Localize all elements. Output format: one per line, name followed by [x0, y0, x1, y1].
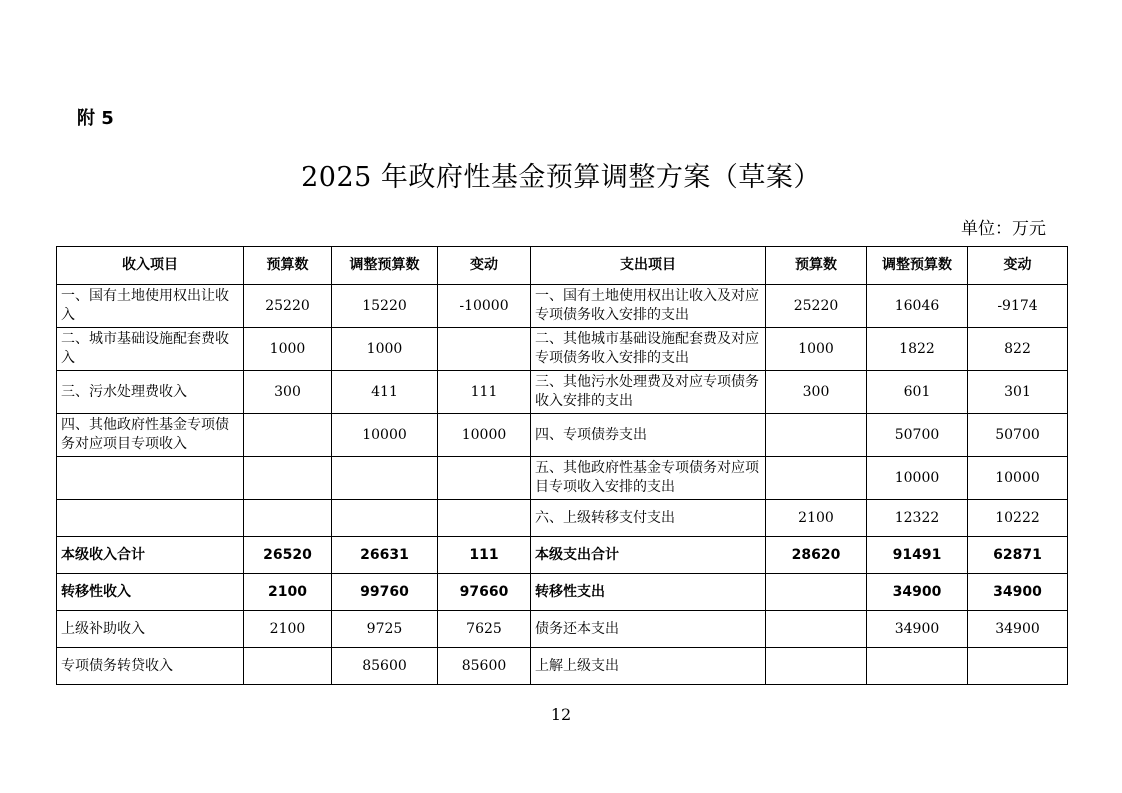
expense-budget-cell: 2100 [766, 500, 867, 537]
expense-budget-cell [766, 414, 867, 457]
expense-change-cell [968, 648, 1068, 685]
expense-item-cell: 转移性支出 [531, 574, 766, 611]
income-item-cell [57, 457, 244, 500]
header-income-budget: 预算数 [244, 247, 332, 285]
document-title: 2025 年政府性基金预算调整方案（草案） [301, 162, 821, 193]
expense-change-cell: 34900 [968, 611, 1068, 648]
header-expense-change: 变动 [968, 247, 1068, 285]
expense-item-cell: 一、国有土地使用权出让收入及对应专项债务收入安排的支出 [531, 285, 766, 328]
header-expense-budget: 预算数 [766, 247, 867, 285]
table-row [57, 414, 1068, 457]
table-row [57, 371, 1068, 414]
table-row [57, 285, 1068, 328]
expense-change-cell: 822 [968, 328, 1068, 371]
table-row [57, 537, 1068, 574]
income-change-cell [438, 328, 531, 371]
table-header-row [57, 247, 1068, 285]
income-item-cell: 本级收入合计 [57, 537, 244, 574]
income-budget-cell [244, 500, 332, 537]
expense-change-cell: 10000 [968, 457, 1068, 500]
expense-adjusted-cell: 50700 [867, 414, 968, 457]
income-item-cell: 上级补助收入 [57, 611, 244, 648]
expense-budget-cell [766, 648, 867, 685]
income-adjusted-cell: 15220 [332, 285, 438, 328]
income-item-cell: 一、国有土地使用权出让收入 [57, 285, 244, 328]
header-expense-adjusted: 调整预算数 [867, 247, 968, 285]
income-budget-cell [244, 648, 332, 685]
expense-item-cell: 五、其他政府性基金专项债务对应项目专项收入安排的支出 [531, 457, 766, 500]
expense-change-cell: -9174 [968, 285, 1068, 328]
expense-budget-cell: 1000 [766, 328, 867, 371]
budget-table [56, 246, 1068, 685]
income-adjusted-cell: 9725 [332, 611, 438, 648]
attachment-label: 附 5 [77, 108, 114, 129]
income-item-cell: 转移性收入 [57, 574, 244, 611]
expense-change-cell: 301 [968, 371, 1068, 414]
income-change-cell: 85600 [438, 648, 531, 685]
income-adjusted-cell: 99760 [332, 574, 438, 611]
income-adjusted-cell: 85600 [332, 648, 438, 685]
expense-adjusted-cell: 91491 [867, 537, 968, 574]
unit-label: 单位：万元 [961, 219, 1046, 239]
header-income-item: 收入项目 [57, 247, 244, 285]
income-item-cell [57, 500, 244, 537]
expense-item-cell: 四、专项债券支出 [531, 414, 766, 457]
header-income-change: 变动 [438, 247, 531, 285]
income-adjusted-cell [332, 457, 438, 500]
table-row [57, 611, 1068, 648]
income-change-cell: 97660 [438, 574, 531, 611]
income-change-cell: 111 [438, 371, 531, 414]
table-row [57, 500, 1068, 537]
expense-item-cell: 三、其他污水处理费及对应专项债务收入安排的支出 [531, 371, 766, 414]
income-change-cell: 10000 [438, 414, 531, 457]
income-adjusted-cell: 10000 [332, 414, 438, 457]
expense-budget-cell: 25220 [766, 285, 867, 328]
expense-adjusted-cell: 601 [867, 371, 968, 414]
page-number: 12 [550, 705, 572, 724]
expense-adjusted-cell: 16046 [867, 285, 968, 328]
income-item-cell: 四、其他政府性基金专项债务对应项目专项收入 [57, 414, 244, 457]
income-change-cell [438, 500, 531, 537]
income-budget-cell: 2100 [244, 611, 332, 648]
header-income-adjusted: 调整预算数 [332, 247, 438, 285]
table-row [57, 574, 1068, 611]
expense-adjusted-cell: 12322 [867, 500, 968, 537]
income-budget-cell: 1000 [244, 328, 332, 371]
expense-change-cell: 10222 [968, 500, 1068, 537]
income-change-cell: 111 [438, 537, 531, 574]
expense-change-cell: 50700 [968, 414, 1068, 457]
income-budget-cell: 25220 [244, 285, 332, 328]
table-row [57, 648, 1068, 685]
expense-change-cell: 34900 [968, 574, 1068, 611]
expense-item-cell: 六、上级转移支付支出 [531, 500, 766, 537]
income-budget-cell: 300 [244, 371, 332, 414]
income-item-cell: 专项债务转贷收入 [57, 648, 244, 685]
expense-budget-cell [766, 574, 867, 611]
expense-adjusted-cell [867, 648, 968, 685]
income-budget-cell [244, 457, 332, 500]
expense-budget-cell [766, 457, 867, 500]
income-item-cell: 三、污水处理费收入 [57, 371, 244, 414]
table-row [57, 457, 1068, 500]
income-item-cell: 二、城市基础设施配套费收入 [57, 328, 244, 371]
income-change-cell [438, 457, 531, 500]
expense-adjusted-cell: 1822 [867, 328, 968, 371]
expense-budget-cell [766, 611, 867, 648]
income-budget-cell [244, 414, 332, 457]
header-expense-item: 支出项目 [531, 247, 766, 285]
table-row [57, 328, 1068, 371]
income-change-cell: -10000 [438, 285, 531, 328]
expense-item-cell: 债务还本支出 [531, 611, 766, 648]
income-change-cell: 7625 [438, 611, 531, 648]
income-adjusted-cell: 1000 [332, 328, 438, 371]
expense-item-cell: 上解上级支出 [531, 648, 766, 685]
expense-adjusted-cell: 10000 [867, 457, 968, 500]
expense-change-cell: 62871 [968, 537, 1068, 574]
income-adjusted-cell: 411 [332, 371, 438, 414]
expense-budget-cell: 300 [766, 371, 867, 414]
income-budget-cell: 2100 [244, 574, 332, 611]
expense-item-cell: 本级支出合计 [531, 537, 766, 574]
expense-adjusted-cell: 34900 [867, 574, 968, 611]
income-adjusted-cell [332, 500, 438, 537]
expense-adjusted-cell: 34900 [867, 611, 968, 648]
income-adjusted-cell: 26631 [332, 537, 438, 574]
expense-budget-cell: 28620 [766, 537, 867, 574]
expense-item-cell: 二、其他城市基础设施配套费及对应专项债务收入安排的支出 [531, 328, 766, 371]
income-budget-cell: 26520 [244, 537, 332, 574]
